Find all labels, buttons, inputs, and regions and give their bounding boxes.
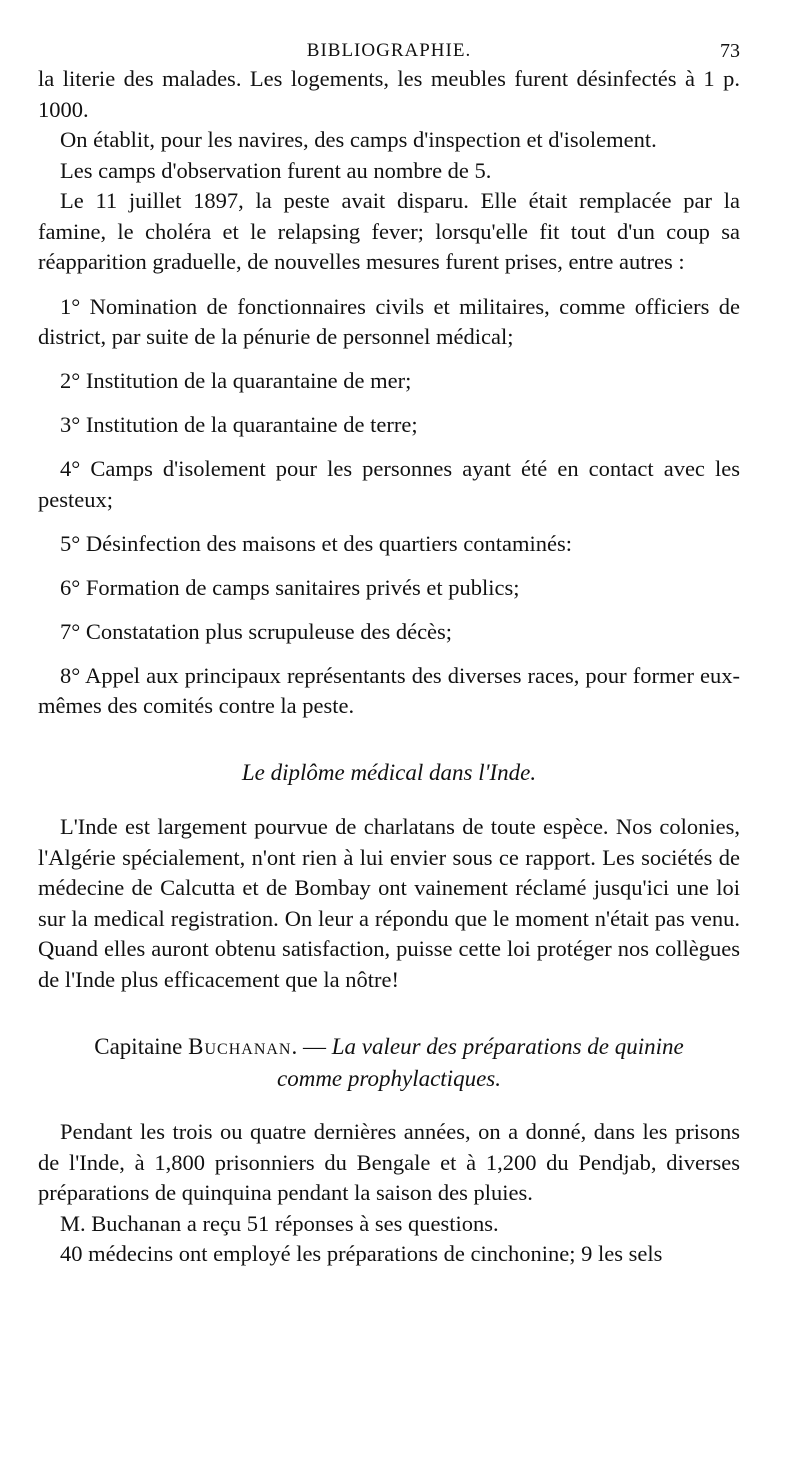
measure-item: 4° Camps d'isolement pour les personnes ayant été en contact avec les pesteux; [38,456,740,512]
page-body [38,64,740,1270]
intro-paragraph: On établit, pour les navires, des camps d'inspection et d'isolement. [60,127,657,152]
section-title: Le diplôme médical dans l'Inde. [241,759,537,785]
book-page [38,30,740,1270]
author-separator: . — [291,1034,326,1059]
page-header [38,30,740,64]
author-prefix: Capitaine [94,1034,183,1059]
page-number: 73 [720,40,740,62]
section-paragraph: L'Inde est largement pourvue de charlatans de toute espèce. Nos colonies, l'Algérie spécialement, n'ont rien à lui envier sous ce rapport. Les sociétés de médecine de Calcutta et de Bombay ont vainement réclamé jusqu'ici une loi sur la medical registration. On leur a répondu que le moment n'était pas venu. Quand elles auront obtenu satisfaction, puisse cette loi protéger nos collègues de l'Inde plus efficacement que la nôtre! [38,814,740,992]
measure-item: 6° Formation de camps sanitaires privés et publics; [60,574,520,600]
measure-item: 5° Désinfection des maisons et des quartiers contaminés: [60,530,572,556]
article-heading [78,1031,700,1095]
article-paragraph: 40 médecins ont employé les préparations de cinchonine; 9 les sels [60,1241,663,1266]
measure-item: 8° Appel aux principaux représentants des diverses races, pour former eux-mêmes des comités contre la peste. [38,662,740,718]
running-title: BIBLIOGRAPHIE. [306,40,472,61]
article-title: La valeur des préparations de quinine comme prophylactiques. [277,1034,684,1091]
intro-paragraph: Le 11 juillet 1897, la peste avait disparu. Elle était remplacée par la famine, le choléra et le relapsing fever; lorsqu'elle fit tout d'un coup sa réapparition graduelle, de nouvelles mesures furent prises, entre autres : [38,188,740,274]
measure-item: 3° Institution de la quarantaine de terre; [60,412,418,437]
measure-item: 7° Constatation plus scrupuleuse des décès; [60,618,453,644]
article-paragraph: Pendant les trois ou quatre dernières années, on a donné, dans les prisons de l'Inde, à 1,800 prisonniers du Bengale et à 1,200 du Pendjab, diverses préparations de quinquina pendant la saison des pluies. [38,1119,740,1205]
intro-paragraph: Les camps d'observation furent au nombre de 5. [60,157,492,183]
measure-item: 1° Nomination de fonctionnaires civils et militaires, comme officiers de district, par suite de la pénurie de personnel médical; [38,293,740,349]
author-name: Buchanan [188,1034,292,1059]
measures-list [38,292,740,722]
measure-item: 2° Institution de la quarantaine de mer; [60,368,412,393]
intro-paragraph: la literie des malades. Les logements, les meubles furent désinfectés à 1 p. 1000. [38,66,740,122]
article-paragraph: M. Buchanan a reçu 51 réponses à ses questions. [60,1210,499,1236]
